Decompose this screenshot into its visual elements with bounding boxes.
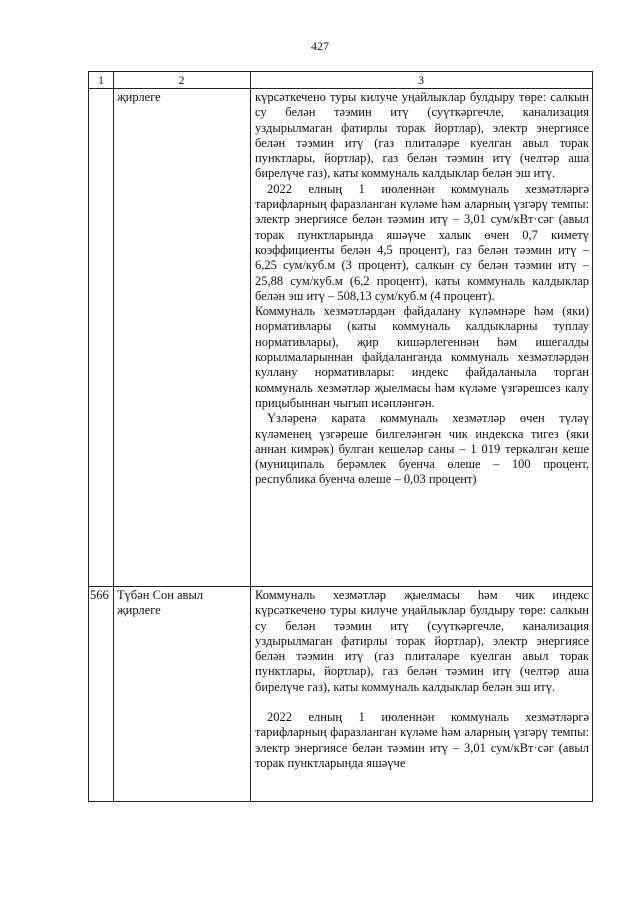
row-description bbox=[255, 588, 589, 771]
column-divider bbox=[113, 72, 114, 801]
paragraph: Үзләренә карата коммуналь хезмәтләр өчен түләү күләменең үзгәреше билгеләнгән чик индекска тигез (яки аннан кимрәк) булган кешеләр саны – 1 019 теркәлгән кеше (муниципаль берәмлек буенча өлеше – 100 процент, республика буенча өлеше – 0,03 процент) bbox=[255, 411, 589, 487]
settlement-name: Түбән Сон авыл җирлеге bbox=[117, 588, 204, 618]
row-number: 566 bbox=[90, 588, 109, 602]
column-header-1: 1 bbox=[98, 73, 104, 87]
data-table bbox=[88, 71, 593, 802]
header-divider bbox=[89, 88, 592, 89]
paragraph: 2022 елның 1 июленнән коммуналь хезмәтләргә тарифларның фаразланган күләме һәм аларның үзгәрү темпы: электр энергиясе белән тәэмин итү – 3,01 сум/кВт·сәг (авыл торак пунктларында яшәүче bbox=[255, 710, 589, 770]
paragraph: 2022 елның 1 июленнән коммуналь хезмәтләргә тарифларның фаразланган күләме һәм аларның үзгәрү темпы: электр энергиясе белән тәэмин итү – 3,01 сум/кВт·сәг (авыл торак пунктларында яшәүче халык өчен 0,7 киметү коэффициенты белән 4,5 процент), газ белән тәэмин итү – 6,25 сум/куб.м (3 процент), салкын су белән тәэмин итү – 25,88 сум/куб.м (6,2 процент), каты коммуналь калдыклар белән эш итү – 508,13 сум/куб.м (4 процент). bbox=[255, 181, 589, 303]
paragraph: Коммуналь хезмәтләрдән файдалану күләмнәре һәм (яки) нормативлары (каты коммуналь калдыкларны туплау нормативлары), җир кишәрлегеннән һәм ишегалды корылмаларыннан файдаланганда коммуналь хезмәтләрдән куллану нормативлары: индекс файдаланыла торган коммуналь хезмәтләр җыелмасы һәм күләме үзгәрешсез калу прицыбыннан чыгып исәпләнгән. bbox=[255, 304, 589, 410]
column-divider bbox=[250, 72, 251, 801]
settlement-name: җирлеге bbox=[117, 90, 161, 104]
column-header-2: 2 bbox=[178, 73, 185, 87]
column-header-3: 3 bbox=[418, 73, 424, 87]
paragraph: күрсәткечено туры килуче уңайлыклар булдыру төре: салкын су белән тәэмин итү (суүткәргечле, канализация уздырылмаган фатирлы торак йортлар), электр энергиясе белән тәэмин итү (газ плитәләре куелган авыл торак пунктлары, йортлар), газ белән тәэмин итү (челтәр аша бирелүче газ), каты коммуналь калдыклар белән эш итү. bbox=[255, 90, 589, 181]
row-divider bbox=[89, 586, 592, 587]
paragraph: Коммуналь хезмәтләр җыелмасы һәм чик индекс күрсәткечено туры килуче уңайлыклар булдыру төре: салкын су белән тәэмин итү (суүткәргечле, канализация уздырылмаган фатирлы торак йортлар), электр энергиясе белән тәэмин итү (газ плитәләре куелган авыл торак пунктлары, йортлар), газ белән тәэмин итү (челтәр аша бирелүче газ), каты коммуналь калдыклар белән эш итү. bbox=[255, 588, 589, 694]
page-number: 427 bbox=[311, 39, 329, 53]
row-description bbox=[255, 90, 589, 488]
